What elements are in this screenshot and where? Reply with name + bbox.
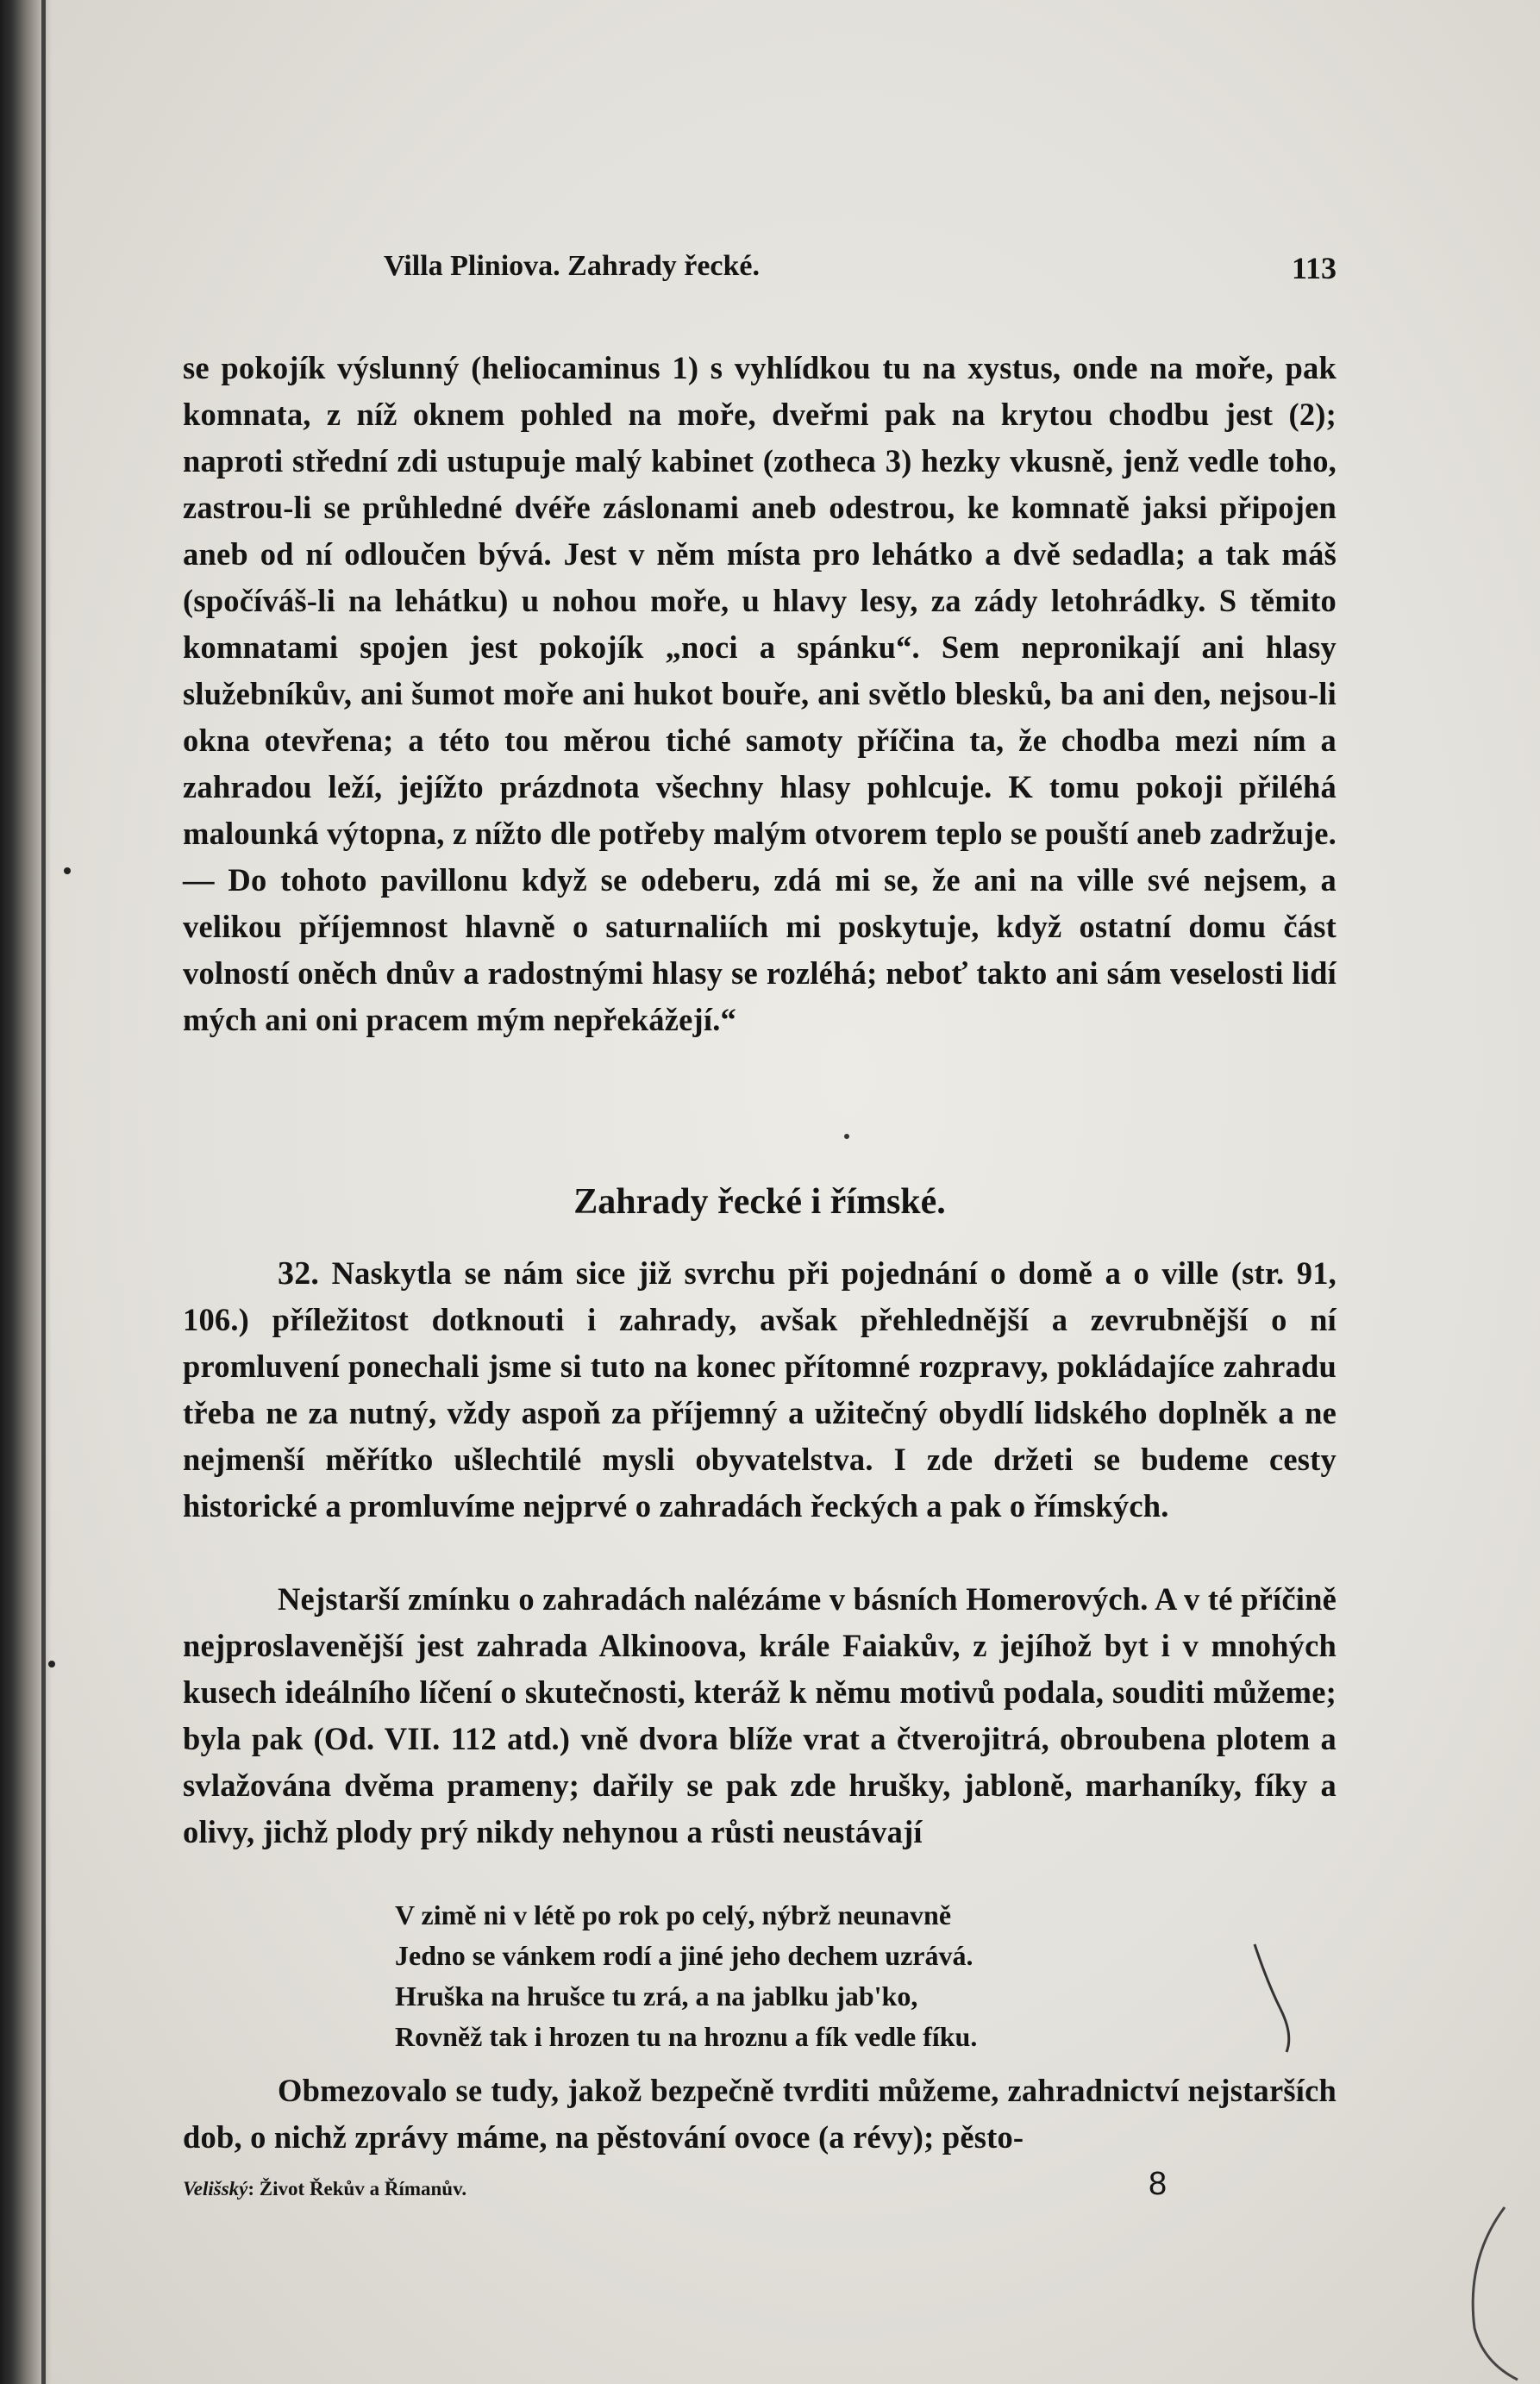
paragraph-text xyxy=(183,1250,1337,1530)
footer-note xyxy=(183,2178,466,2200)
paragraph-gardens-intro xyxy=(183,1250,1337,1530)
paragraph-text: Obmezovalo se tudy, jakož bezpečně tvrditi můžeme, zahradnictví nejstarších dob, o nichž zprávy máme, na pěstování ovoce (a révy); pěsto- xyxy=(183,2073,1337,2155)
poem-line: Rovněž tak i hrozen tu na hroznu a fík vedle fíku. xyxy=(395,2021,978,2052)
page-footer xyxy=(183,2166,1218,2209)
paragraph-homer-gardens xyxy=(183,1576,1337,1855)
page-binding-edge xyxy=(41,0,46,2384)
paragraph-orchards xyxy=(183,2068,1337,2161)
paragraph-villa-description xyxy=(183,345,1337,1043)
paragraph-body: Naskytla se nám sice již svrchu při pojednání o domě a o ville (str. 91, 106.) příležitost dotknouti i zahrady, avšak přehlednější a zevrubnější o ní promluvení ponechali jsme si tuto na konec přítomné rozpravy, pokládajíce zahradu třeba ne za nutný, vždy aspoň za příjemný a užitečný obydlí lidského doplněk a ne nejmenší měřítko ušlechtilé mysli obyvatelstva. I zde držeti se budeme cesty historické a promluvíme nejprvé o zahradách řeckých a pak o římských. xyxy=(183,1255,1337,1524)
running-title: Villa Pliniova. Zahrady řecké. xyxy=(384,250,761,282)
page-number: 113 xyxy=(1291,251,1337,285)
footer-author: Velišský xyxy=(183,2178,248,2199)
poem-line: V zimě ni v létě po rok po celý, nýbrž neunavně xyxy=(395,1899,952,1930)
page-header xyxy=(384,250,1337,293)
poem-quotation xyxy=(395,1895,1257,2057)
poem-line: Hruška na hrušce tu zrá, a na jablku jab'ko, xyxy=(395,1980,918,2012)
paragraph-text: Nejstarší zmínku o zahradách nalézáme v básních Homerových. A v té příčině nejproslavenější jest zahrada Alkinoova, krále Faiakův, z jejíhož byt i v mnohých kusech ideálního líčení o skutečnosti, kteráž k němu motivů podala, souditi můžeme; byla pak (Od. VII. 112 atd.) vně dvora blíže vrat a čtverojitrá, obroubena plotem a svlažována dvěma prameny; dařily se pak zde hrušky, jabloně, marhaníky, fíky a olivy, jichž plody prý nikdy nehynou a růsti neustávají xyxy=(183,1581,1337,1849)
poem-line: Jedno se vánkem rodí a jiné jeho dechem uzrává. xyxy=(395,1940,973,1971)
section-number: 32. xyxy=(278,1255,320,1292)
printer-signature-mark: 8 xyxy=(1149,2166,1168,2202)
paragraph-text: se pokojík výslunný (heliocaminus 1) s vyhlídkou tu na xystus, onde na moře, pak komnata, z níž oknem pohled na moře, dveřmi pak na krytou chodbu jest (2); naproti střední zdi ustupuje malý kabinet (zotheca 3) hezky vkusně, jenž vedle toho, zastrou-li se průhledné dvéře záslonami aneb odestrou, ke komnatě jaksi připojen aneb od ní odloučen bývá. Jest v něm místa pro lehátko a dvě sedadla; a tak máš (spočíváš-li na lehátku) u nohou moře, u hlavy lesy, za zády letohrádky. S těmito komnatami spojen jest pokojík „noci a spánku“. Sem nepronikají ani hlasy služebníkův, ani šumot moře ani hukot bouře, ani světlo blesků, ba ani den, nejsou-li okna otevřena; a této tou měrou tiché samoty příčina ta, že chodba mezi ním a zahradou leží, jejížto prázdnota všechny hlasy pohlcuje. K tomu pokoji přiléhá malounká výtopna, z nížto dle potřeby malým otvorem teplo se pouští aneb zadržuje. — Do tohoto pavillonu když se odeberu, zdá mi se, že ani na ville své nejsem, a velikou příjemnost hlavně o saturnaliích mi poskytuje, když ostatní domu část volností oněch dnův a radostnými hlasy se rozléhá; neboť takto ani sám veselosti lidí mých ani oni pracem mým nepřekážejí.“ xyxy=(183,350,1337,1037)
footer-work-title: : Život Řekův a Římanův. xyxy=(247,2178,467,2199)
section-heading: Zahrady řecké i římské. xyxy=(573,1182,946,1222)
